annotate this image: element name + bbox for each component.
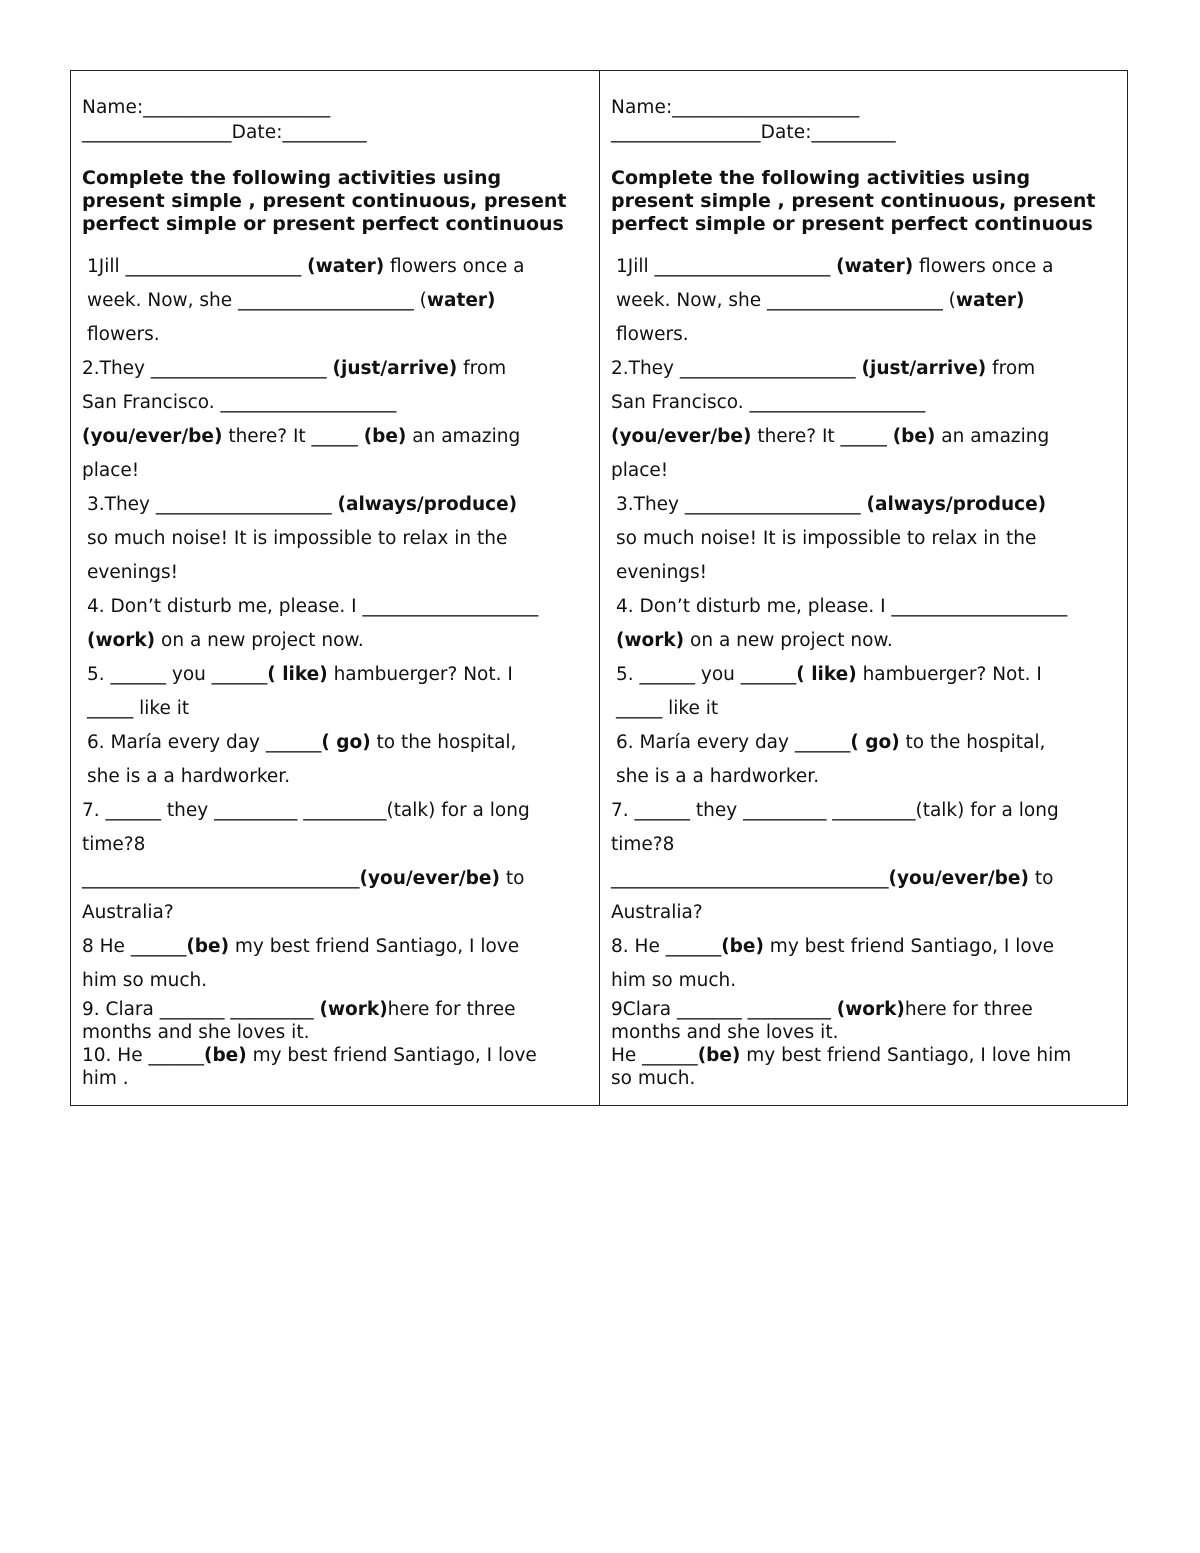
sentence-text: an amazing [406,426,521,447]
exercise-line [82,556,589,590]
exercise-line [82,488,589,522]
sentence-text: on a new project now. [155,630,364,651]
sentence-text: evenings! [616,562,708,583]
verb-prompt: (be) [892,426,936,447]
sentence-text: on a new project now. [684,630,893,651]
verb-prompt: (be) [721,936,764,957]
exercise-line [611,250,1117,284]
sentence-text: there? It _____ [222,426,364,447]
sentence-text: him . [82,1068,129,1089]
sentence-text: 7. ______ they _________ _________(talk) for a long [611,800,1059,821]
exercise-line [82,386,589,420]
verb-prompt: (always/produce) [866,494,1047,515]
verb-prompt: (work) [616,630,685,651]
worksheet-column-right [599,71,1127,1105]
sentence-text: to the hospital, [899,732,1046,753]
exercise-line [82,964,589,998]
sentence-text: him so much. [611,970,737,991]
exercise-line [82,522,589,556]
verb-prompt: ( go) [321,732,371,753]
sentence-text: 5. ______ you ______ [87,664,268,685]
worksheet-table [70,70,1128,1106]
exercise-line [611,794,1117,828]
sentence-text: 3.They ___________________ [87,494,338,515]
sentence-text: 8. He ______ [611,936,722,957]
sentence-text: ______________________________ [611,868,889,889]
exercise-line [82,692,589,726]
sentence-text: hambuerger? Not. I [327,664,513,685]
exercise-line [82,624,589,658]
exercise-line [611,590,1117,624]
exercise-line [82,658,589,692]
exercise-line [82,1021,589,1044]
exercise-line [611,1067,1117,1090]
sentence-text: 10. He ______ [82,1045,204,1066]
verb-prompt: (work) [87,630,156,651]
exercise-line [611,386,1117,420]
sentence-text: she is a a hardworker. [616,766,820,787]
exercise-line [82,352,589,386]
sentence-text: 4. Don’t disturb me, please. I ___________________ [616,596,1068,617]
exercise-line [82,1067,589,1090]
exercise-line [611,828,1117,862]
exercise-line [82,590,589,624]
sentence-text: to the hospital, [370,732,517,753]
exercise-line [611,998,1117,1021]
verb-prompt: water) [426,290,496,311]
sentence-text: flowers. [616,324,689,345]
sentence-text: 2.They ___________________ [82,358,333,379]
date-line: ________________Date:_________ [82,122,367,143]
sentence-text: San Francisco. ___________________ [82,392,397,413]
exercise-line [611,1044,1117,1067]
sentence-text: 4. Don’t disturb me, please. I ___________________ [87,596,539,617]
sentence-text: time?8 [611,834,675,855]
exercise-body [611,250,1117,1090]
verb-prompt: (be) [186,936,230,957]
verb-prompt: (water) [836,256,914,277]
exercise-body [82,250,589,1090]
sentence-text: an amazing [935,426,1050,447]
sentence-text: months and she loves it. [611,1022,839,1043]
sentence-text: place! [82,460,140,481]
name-line: Name:____________________ [611,97,860,118]
exercise-line [611,658,1117,692]
sentence-text: 6. María every day ______ [616,732,851,753]
sentence-text: 1Jill ___________________ [87,256,308,277]
exercise-line [82,896,589,930]
exercise-line [611,896,1117,930]
verb-prompt: (work) [836,999,905,1020]
sentence-text: Australia? [611,902,703,923]
verb-prompt: ( like) [267,664,328,685]
sentence-text: flowers. [87,324,160,345]
sentence-text: 2.They ___________________ [611,358,862,379]
verb-prompt: (you/ever/be) [359,868,500,889]
sentence-text: week. Now, she ___________________ ( [616,290,956,311]
exercise-line [82,284,589,318]
sentence-text: 3.They ___________________ [616,494,867,515]
sentence-text: _____ like it [616,698,719,719]
sentence-text: place! [611,460,669,481]
sentence-text: so much noise! It is impossible to relax in the [616,528,1037,549]
exercise-line [611,862,1117,896]
sentence-text: _____ like it [87,698,190,719]
exercise-line [611,420,1117,454]
sentence-text: my best friend Santiago, I love [246,1045,537,1066]
sentence-text: time?8 [82,834,146,855]
sentence-text: He ______ [611,1045,698,1066]
sentence-text: so much noise! It is impossible to relax in the [87,528,508,549]
exercise-line [82,1044,589,1067]
sentence-text: 8 He ______ [82,936,187,957]
sentence-text: ______________________________ [82,868,360,889]
sentence-text: there? It _____ [751,426,893,447]
exercise-line [82,726,589,760]
sentence-text: my best friend Santiago, I love [229,936,520,957]
exercise-line [611,284,1117,318]
sentence-text: 7. ______ they _________ _________(talk) for a long [82,800,530,821]
sentence-text: week. Now, she ___________________ ( [87,290,427,311]
exercise-line [611,522,1117,556]
sentence-text: from [457,358,507,379]
sentence-text: him so much. [82,970,208,991]
date-line: ________________Date:_________ [611,122,896,143]
sentence-text: 9Clara _______ _________ [611,999,837,1020]
verb-prompt: water) [955,290,1025,311]
verb-prompt: (be) [697,1045,741,1066]
verb-prompt: (be) [203,1045,247,1066]
sentence-text: she is a a hardworker. [87,766,291,787]
sentence-text: so much. [611,1068,696,1089]
exercise-line [82,930,589,964]
exercise-line [82,454,589,488]
exercise-line [82,318,589,352]
sentence-text: flowers once a [384,256,525,277]
sentence-text: 6. María every day ______ [87,732,322,753]
verb-prompt: (be) [363,426,407,447]
exercise-line [611,930,1117,964]
sentence-text: flowers once a [913,256,1054,277]
exercise-line [82,760,589,794]
sentence-text: from [986,358,1036,379]
worksheet-column-left [71,71,599,1105]
sentence-text: here for three [904,999,1033,1020]
exercise-line [82,420,589,454]
exercise-line [611,1021,1117,1044]
exercise-line [611,488,1117,522]
sentence-text: evenings! [87,562,179,583]
sentence-text: months and she loves it. [82,1022,310,1043]
name-line: Name:____________________ [82,97,331,118]
instructions-heading: Complete the following activities using present simple , present continuous, present perfect simple or present perfect continuous [82,167,567,235]
sentence-text: to [1028,868,1054,889]
exercise-line [611,726,1117,760]
verb-prompt: (you/ever/be) [611,426,752,447]
sentence-text: San Francisco. ___________________ [611,392,926,413]
exercise-line [611,760,1117,794]
exercise-line [82,828,589,862]
instructions-heading: Complete the following activities using present simple , present continuous, present perfect simple or present perfect continuous [611,167,1096,235]
verb-prompt: (always/produce) [337,494,518,515]
sentence-text: 5. ______ you ______ [616,664,797,685]
sentence-text: my best friend Santiago, I love [763,936,1055,957]
exercise-line [611,964,1117,998]
exercise-line [82,998,589,1021]
verb-prompt: (just/arrive) [332,358,458,379]
sentence-text: here for three [387,999,516,1020]
verb-prompt: (work) [319,999,388,1020]
verb-prompt: (you/ever/be) [888,868,1029,889]
exercise-line [611,318,1117,352]
verb-prompt: ( go) [850,732,900,753]
exercise-line [611,692,1117,726]
sentence-text: my best friend Santiago, I love him [740,1045,1072,1066]
verb-prompt: ( like) [796,664,857,685]
exercise-line [611,624,1117,658]
sentence-text: 1Jill ___________________ [616,256,837,277]
sentence-text: hambuerger? Not. I [856,664,1042,685]
exercise-line [82,862,589,896]
exercise-line [611,556,1117,590]
sentence-text: Australia? [82,902,174,923]
sentence-text: to [499,868,525,889]
verb-prompt: (water) [307,256,385,277]
exercise-line [611,454,1117,488]
verb-prompt: (just/arrive) [861,358,987,379]
exercise-line [82,250,589,284]
exercise-line [82,794,589,828]
exercise-line [611,352,1117,386]
sentence-text: 9. Clara _______ _________ [82,999,320,1020]
verb-prompt: (you/ever/be) [82,426,223,447]
